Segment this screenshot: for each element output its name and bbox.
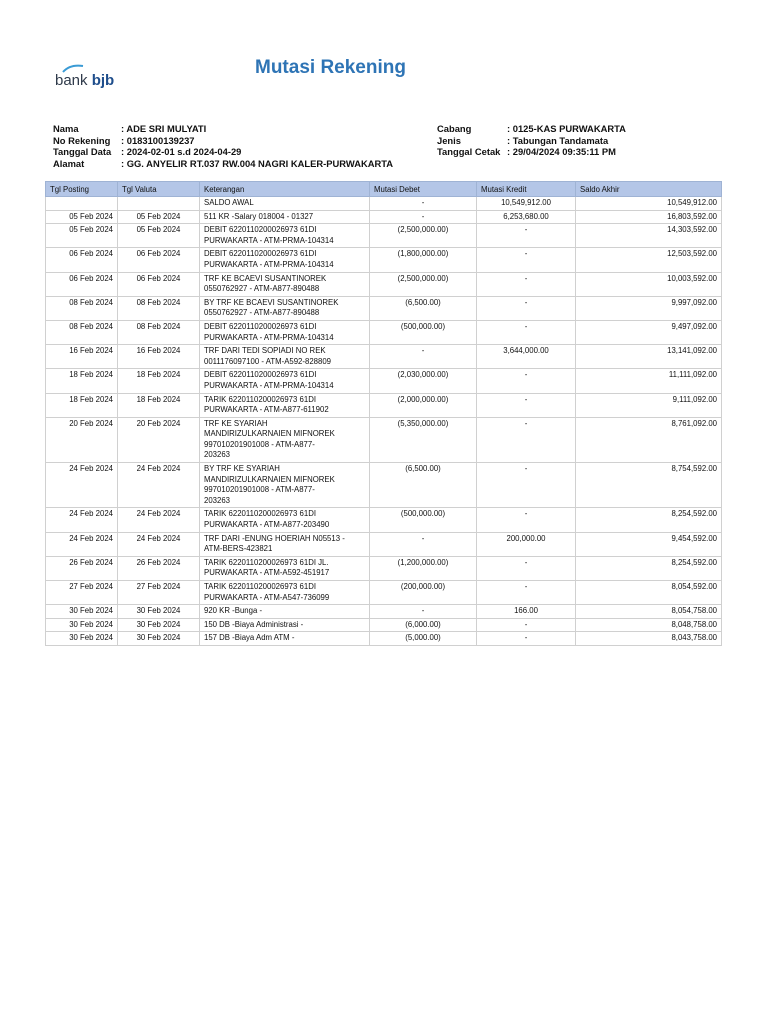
tgl-posting-cell: 27 Feb 2024 xyxy=(46,581,118,605)
table-row xyxy=(46,556,722,580)
mutasi-kredit-cell: - xyxy=(477,296,576,320)
saldo-akhir-cell: 8,048,758.00 xyxy=(576,618,722,632)
mutasi-debet-cell: (2,500,000.00) xyxy=(370,224,477,248)
tgl-valuta-cell: 26 Feb 2024 xyxy=(118,556,200,580)
info-left-value: : 2024-02-01 s.d 2024-04-29 xyxy=(121,146,242,157)
keterangan-cell: BY TRF KE SYARIAH MANDIRIZULKARNAIEN MIFNOREK 997010201901008 - ATM-A877- 203263 xyxy=(200,463,370,508)
tgl-posting-cell: 30 Feb 2024 xyxy=(46,605,118,619)
header-tgl-valuta: Tgl Valuta xyxy=(118,182,200,197)
mutasi-kredit-cell: - xyxy=(477,632,576,646)
mutasi-debet-cell: - xyxy=(370,210,477,224)
info-right-row xyxy=(437,146,626,158)
tgl-posting-cell: 24 Feb 2024 xyxy=(46,463,118,508)
keterangan-cell: TRF DARI -ENUNG HOERIAH N05513 - ATM-BERS-423821 xyxy=(200,532,370,556)
mutasi-debet-cell: (200,000.00) xyxy=(370,581,477,605)
tgl-valuta-cell: 20 Feb 2024 xyxy=(118,417,200,462)
table-row xyxy=(46,296,722,320)
table-row xyxy=(46,369,722,393)
keterangan-cell: DEBIT 6220110200026973 61DI PURWAKARTA - ATM-PRMA-104314 xyxy=(200,248,370,272)
header-mutasi-kredit: Mutasi Kredit xyxy=(477,182,576,197)
keterangan-cell: 920 KR -Bunga - xyxy=(200,605,370,619)
tgl-valuta-cell: 24 Feb 2024 xyxy=(118,508,200,532)
logo-bank-text: bank xyxy=(55,72,88,89)
mutasi-kredit-cell: - xyxy=(477,463,576,508)
mutasi-debet-cell: (5,350,000.00) xyxy=(370,417,477,462)
mutasi-debet-cell: (6,500.00) xyxy=(370,296,477,320)
saldo-akhir-cell: 13,141,092.00 xyxy=(576,345,722,369)
table-row xyxy=(46,632,722,646)
tgl-valuta-cell: 27 Feb 2024 xyxy=(118,581,200,605)
table-row xyxy=(46,248,722,272)
keterangan-cell: DEBIT 6220110200026973 61DI PURWAKARTA - ATM-PRMA-104314 xyxy=(200,369,370,393)
tgl-posting-cell: 26 Feb 2024 xyxy=(46,556,118,580)
saldo-akhir-cell: 8,254,592.00 xyxy=(576,556,722,580)
info-right-label: Jenis xyxy=(437,134,461,146)
mutasi-debet-cell: - xyxy=(370,197,477,211)
info-left-value: : 0183100139237 xyxy=(121,134,195,146)
tgl-valuta-cell: 06 Feb 2024 xyxy=(118,272,200,296)
info-left-label: Nama xyxy=(53,123,79,134)
mutasi-kredit-cell: 6,253,680.00 xyxy=(477,210,576,224)
saldo-akhir-cell: 14,303,592.00 xyxy=(576,224,722,248)
info-right-label: Tanggal Cetak xyxy=(437,146,501,157)
info-right-row xyxy=(437,123,626,135)
mutasi-debet-cell: - xyxy=(370,345,477,369)
tgl-posting-cell: 06 Feb 2024 xyxy=(46,248,118,272)
info-left-row xyxy=(53,123,393,135)
info-left-label: Tanggal Data xyxy=(53,146,112,157)
mutasi-kredit-cell: 200,000.00 xyxy=(477,532,576,556)
keterangan-cell: TARIK 6220110200026973 61DI PURWAKARTA - ATM-A547-736099 xyxy=(200,581,370,605)
keterangan-cell: TARIK 6220110200026973 61DI PURWAKARTA - ATM-A877-611902 xyxy=(200,393,370,417)
tgl-posting-cell: 30 Feb 2024 xyxy=(46,632,118,646)
tgl-posting-cell: 30 Feb 2024 xyxy=(46,618,118,632)
saldo-akhir-cell: 8,054,592.00 xyxy=(576,581,722,605)
keterangan-cell: BY TRF KE BCAEVI SUSANTINOREK 0550762927 - ATM-A877-890488 xyxy=(200,296,370,320)
mutasi-kredit-cell: - xyxy=(477,320,576,344)
table-row xyxy=(46,417,722,462)
table-row xyxy=(46,532,722,556)
mutasi-kredit-cell: - xyxy=(477,417,576,462)
mutasi-kredit-cell: - xyxy=(477,248,576,272)
mutasi-debet-cell: (5,000.00) xyxy=(370,632,477,646)
table-row xyxy=(46,320,722,344)
tgl-valuta-cell: 18 Feb 2024 xyxy=(118,369,200,393)
saldo-akhir-cell: 11,111,092.00 xyxy=(576,369,722,393)
logo-brand-text: bjb xyxy=(91,72,115,89)
saldo-akhir-cell: 10,549,912.00 xyxy=(576,197,722,211)
table-row xyxy=(46,272,722,296)
table-row xyxy=(46,224,722,248)
tgl-valuta-cell: 30 Feb 2024 xyxy=(118,605,200,619)
mutasi-debet-cell: - xyxy=(370,605,477,619)
mutasi-kredit-cell: - xyxy=(477,618,576,632)
saldo-akhir-cell: 8,761,092.00 xyxy=(576,417,722,462)
tgl-posting-cell: 20 Feb 2024 xyxy=(46,417,118,462)
table-row xyxy=(46,618,722,632)
tgl-valuta-cell: 08 Feb 2024 xyxy=(118,320,200,344)
account-info-right xyxy=(437,123,626,158)
mutasi-debet-cell: (6,000.00) xyxy=(370,618,477,632)
table-row xyxy=(46,210,722,224)
header-mutasi-debet: Mutasi Debet xyxy=(370,182,477,197)
mutasi-debet-cell: (2,030,000.00) xyxy=(370,369,477,393)
mutasi-kredit-cell: 10,549,912.00 xyxy=(477,197,576,211)
saldo-akhir-cell: 9,497,092.00 xyxy=(576,320,722,344)
keterangan-cell: TARIK 6220110200026973 61DI PURWAKARTA - ATM-A877-203490 xyxy=(200,508,370,532)
mutasi-kredit-cell: 166.00 xyxy=(477,605,576,619)
keterangan-cell: TARIK 6220110200026973 61DI JL. PURWAKARTA - ATM-A592-451917 xyxy=(200,556,370,580)
tgl-posting-cell: 08 Feb 2024 xyxy=(46,320,118,344)
tgl-posting-cell: 16 Feb 2024 xyxy=(46,345,118,369)
info-right-value: : Tabungan Tandamata xyxy=(507,134,609,146)
saldo-akhir-cell: 9,997,092.00 xyxy=(576,296,722,320)
saldo-akhir-cell: 8,254,592.00 xyxy=(576,508,722,532)
mutasi-kredit-cell: - xyxy=(477,556,576,580)
tgl-valuta-cell: 05 Feb 2024 xyxy=(118,224,200,248)
mutasi-kredit-cell: - xyxy=(477,508,576,532)
account-info-left xyxy=(53,123,393,169)
keterangan-cell: 150 DB -Biaya Administrasi - xyxy=(200,618,370,632)
tgl-posting-cell: 18 Feb 2024 xyxy=(46,369,118,393)
info-left-value: : ADE SRI MULYATI xyxy=(121,123,207,134)
tgl-posting-cell: 24 Feb 2024 xyxy=(46,532,118,556)
tgl-posting-cell: 05 Feb 2024 xyxy=(46,210,118,224)
saldo-akhir-cell: 12,503,592.00 xyxy=(576,248,722,272)
header-keterangan: Keterangan xyxy=(200,182,370,197)
tgl-posting-cell xyxy=(46,197,118,211)
info-left-row xyxy=(53,135,393,147)
tgl-posting-cell: 24 Feb 2024 xyxy=(46,508,118,532)
saldo-akhir-cell: 9,111,092.00 xyxy=(576,393,722,417)
tgl-posting-cell: 18 Feb 2024 xyxy=(46,393,118,417)
mutasi-kredit-cell: - xyxy=(477,581,576,605)
mutasi-debet-cell: (500,000.00) xyxy=(370,320,477,344)
keterangan-cell: TRF DARI TEDI SOPIADI NO REK 0011176097100 - ATM-A592-828809 xyxy=(200,345,370,369)
mutasi-debet-cell: (1,200,000.00) xyxy=(370,556,477,580)
tgl-valuta-cell: 16 Feb 2024 xyxy=(118,345,200,369)
info-left-row xyxy=(53,146,393,158)
saldo-akhir-cell: 16,803,592.00 xyxy=(576,210,722,224)
table-row xyxy=(46,508,722,532)
table-row xyxy=(46,581,722,605)
header-tgl-posting: Tgl Posting xyxy=(46,182,118,197)
table-row xyxy=(46,463,722,508)
table-header-row xyxy=(46,182,722,197)
keterangan-cell: DEBIT 6220110200026973 61DI PURWAKARTA - ATM-PRMA-104314 xyxy=(200,224,370,248)
table-row xyxy=(46,393,722,417)
mutasi-debet-cell: (2,000,000.00) xyxy=(370,393,477,417)
info-left-row xyxy=(53,158,393,170)
info-right-value: : 29/04/2024 09:35:11 PM xyxy=(507,146,616,157)
info-left-label: No Rekening xyxy=(53,134,111,146)
mutasi-debet-cell: (6,500.00) xyxy=(370,463,477,508)
tgl-valuta-cell: 30 Feb 2024 xyxy=(118,618,200,632)
table-row xyxy=(46,345,722,369)
table-body xyxy=(46,197,722,646)
mutasi-debet-cell: (500,000.00) xyxy=(370,508,477,532)
keterangan-cell: 511 KR -Salary 018004 - 01327 xyxy=(200,210,370,224)
mutasi-kredit-cell: - xyxy=(477,272,576,296)
info-right-value: : 0125-KAS PURWAKARTA xyxy=(507,123,626,134)
tgl-valuta-cell xyxy=(118,197,200,211)
mutasi-kredit-cell: - xyxy=(477,369,576,393)
tgl-posting-cell: 08 Feb 2024 xyxy=(46,296,118,320)
tgl-valuta-cell: 24 Feb 2024 xyxy=(118,532,200,556)
info-right-label: Cabang xyxy=(437,123,472,134)
keterangan-cell: DEBIT 6220110200026973 61DI PURWAKARTA - ATM-PRMA-104314 xyxy=(200,320,370,344)
table-row xyxy=(46,605,722,619)
keterangan-cell: TRF KE SYARIAH MANDIRIZULKARNAIEN MIFNOREK 997010201901008 - ATM-A877- 203263 xyxy=(200,417,370,462)
tgl-posting-cell: 05 Feb 2024 xyxy=(46,224,118,248)
mutasi-debet-cell: (2,500,000.00) xyxy=(370,272,477,296)
bank-logo xyxy=(55,72,114,89)
tgl-posting-cell: 06 Feb 2024 xyxy=(46,272,118,296)
transaction-table xyxy=(45,181,722,646)
page-title: Mutasi Rekening xyxy=(255,57,406,78)
info-right-row xyxy=(437,135,626,147)
tgl-valuta-cell: 08 Feb 2024 xyxy=(118,296,200,320)
saldo-akhir-cell: 9,454,592.00 xyxy=(576,532,722,556)
saldo-akhir-cell: 8,754,592.00 xyxy=(576,463,722,508)
keterangan-cell: 157 DB -Biaya Adm ATM - xyxy=(200,632,370,646)
mutasi-kredit-cell: - xyxy=(477,393,576,417)
info-left-value: : GG. ANYELIR RT.037 RW.004 NAGRI KALER-PURWAKARTA xyxy=(121,157,394,169)
mutasi-kredit-cell: - xyxy=(477,224,576,248)
mutasi-kredit-cell: 3,644,000.00 xyxy=(477,345,576,369)
tgl-valuta-cell: 30 Feb 2024 xyxy=(118,632,200,646)
keterangan-cell: TRF KE BCAEVI SUSANTINOREK 0550762927 - ATM-A877-890488 xyxy=(200,272,370,296)
saldo-akhir-cell: 10,003,592.00 xyxy=(576,272,722,296)
saldo-akhir-cell: 8,043,758.00 xyxy=(576,632,722,646)
mutasi-debet-cell: - xyxy=(370,532,477,556)
tgl-valuta-cell: 18 Feb 2024 xyxy=(118,393,200,417)
table-row xyxy=(46,197,722,211)
mutasi-debet-cell: (1,800,000.00) xyxy=(370,248,477,272)
tgl-valuta-cell: 24 Feb 2024 xyxy=(118,463,200,508)
header-saldo-akhir: Saldo Akhir xyxy=(576,182,722,197)
info-left-label: Alamat xyxy=(53,157,85,169)
tgl-valuta-cell: 05 Feb 2024 xyxy=(118,210,200,224)
saldo-akhir-cell: 8,054,758.00 xyxy=(576,605,722,619)
tgl-valuta-cell: 06 Feb 2024 xyxy=(118,248,200,272)
keterangan-cell: SALDO AWAL xyxy=(200,197,370,211)
